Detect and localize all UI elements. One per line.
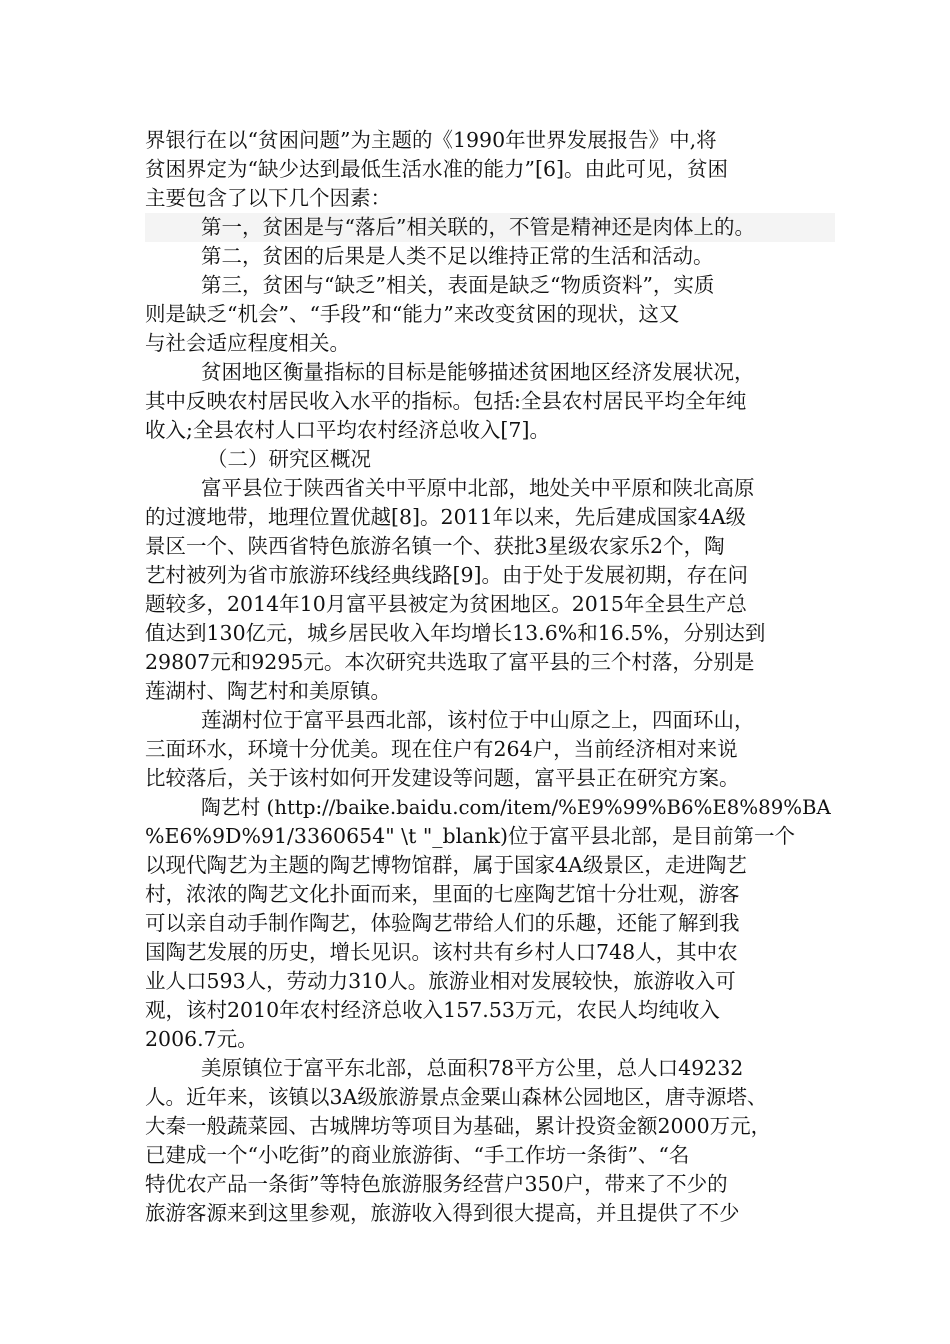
text-line: 莲湖村、陶艺村和美原镇。	[145, 679, 391, 703]
text-line: 艺村被列为省市旅游环线经典线路[9]。由于处于发展初期，存在问	[145, 563, 749, 587]
text-line: 大秦一般蔬菜园、古城牌坊等项目为基础，累计投资金额2000万元，	[145, 1114, 772, 1138]
text-line: 则是缺乏“机会”、“手段”和“能力”来改变贫困的现状，这又	[145, 302, 680, 326]
text-line: 2006.7元。	[145, 1027, 258, 1051]
text-line: 观，该村2010年农村经济总收入157.53万元，农民人均纯收入	[145, 998, 720, 1022]
text-line: 题较多，2014年10月富平县被定为贫困地区。2015年全县生产总	[145, 592, 747, 616]
text-line: 莲湖村位于富平县西北部，该村位于中山原之上，四面环山，	[201, 708, 755, 732]
text-line: 富平县位于陕西省关中平原中北部，地处关中平原和陕北高原	[201, 476, 755, 500]
text-line: 旅游客源来到这里参观，旅游收入得到很大提高，并且提供了不少	[145, 1201, 740, 1225]
text-line: 比较落后，关于该村如何开发建设等问题，富平县正在研究方案。	[145, 766, 740, 790]
text-line: 已建成一个“小吃街”的商业旅游街、“手工作坊一条街”、“名	[145, 1143, 690, 1167]
body-text	[145, 126, 835, 1228]
text-line: 主要包含了以下几个因素：	[145, 186, 391, 210]
text-line: 第三，贫困与“缺乏”相关，表面是缺乏“物质资料”，实质	[201, 273, 715, 297]
section-heading: （二）研究区概况	[207, 447, 371, 471]
text-line: 贫困地区衡量指标的目标是能够描述贫困地区经济发展状况，	[201, 360, 755, 384]
text-line: 界银行在以“贫困问题”为主题的《1990年世界发展报告》中,将	[145, 128, 717, 152]
text-line: 第一，贫困是与“落后”相关联的，不管是精神还是肉体上的。	[145, 213, 835, 242]
text-line: 三面环水，环境十分优美。现在住户有264户，当前经济相对来说	[145, 737, 738, 761]
text-line: 业人口593人，劳动力310人。旅游业相对发展较快，旅游收入可	[145, 969, 736, 993]
text-line: 景区一个、陕西省特色旅游名镇一个、获批3星级农家乐2个，陶	[145, 534, 725, 558]
text-line: 其中反映农村居民收入水平的指标。包括:全县农村居民平均全年纯	[145, 389, 747, 413]
text-line: 美原镇位于富平东北部，总面积78平方公里，总人口49232	[201, 1056, 744, 1080]
text-line: 村，浓浓的陶艺文化扑面而来，里面的七座陶艺馆十分壮观，游客	[145, 882, 740, 906]
text-line: 收入;全县农村人口平均农村经济总收入[7]。	[145, 418, 550, 442]
text-line: 人。近年来，该镇以3A级旅游景点金粟山森林公园地区，唐寺源塔、	[145, 1085, 768, 1109]
text-line: 值达到130亿元，城乡居民收入年均增长13.6%和16.5%，分别达到	[145, 621, 766, 645]
text-line: 可以亲自动手制作陶艺，体验陶艺带给人们的乐趣，还能了解到我	[145, 911, 740, 935]
text-line: 第二，贫困的后果是人类不足以维持正常的生活和活动。	[201, 244, 714, 268]
text-line: 29807元和9295元。本次研究共选取了富平县的三个村落，分别是	[145, 650, 755, 674]
text-line: 特优农产品一条街”等特色旅游服务经营户350户，带来了不少的	[145, 1172, 728, 1196]
text-line: 国陶艺发展的历史，增长见识。该村共有乡村人口748人，其中农	[145, 940, 738, 964]
text-line: 的过渡地带，地理位置优越[8]。2011年以来，先后建成国家4A级	[145, 505, 747, 529]
text-line: 贫困界定为“缺少达到最低生活水准的能力”[6]。由此可见，贫困	[145, 157, 728, 181]
text-line: 陶艺村 (http://baike.baidu.com/item/%E9%99%B6%E8%89%BA	[201, 796, 831, 819]
text-line: 以现代陶艺为主题的陶艺博物馆群，属于国家4A级景区，走进陶艺	[145, 853, 747, 877]
text-line: 与社会适应程度相关。	[145, 331, 350, 355]
text-line: %E6%9D%91/3360654" \t "_blank)位于富平县北部，是目前第一个	[145, 824, 796, 848]
